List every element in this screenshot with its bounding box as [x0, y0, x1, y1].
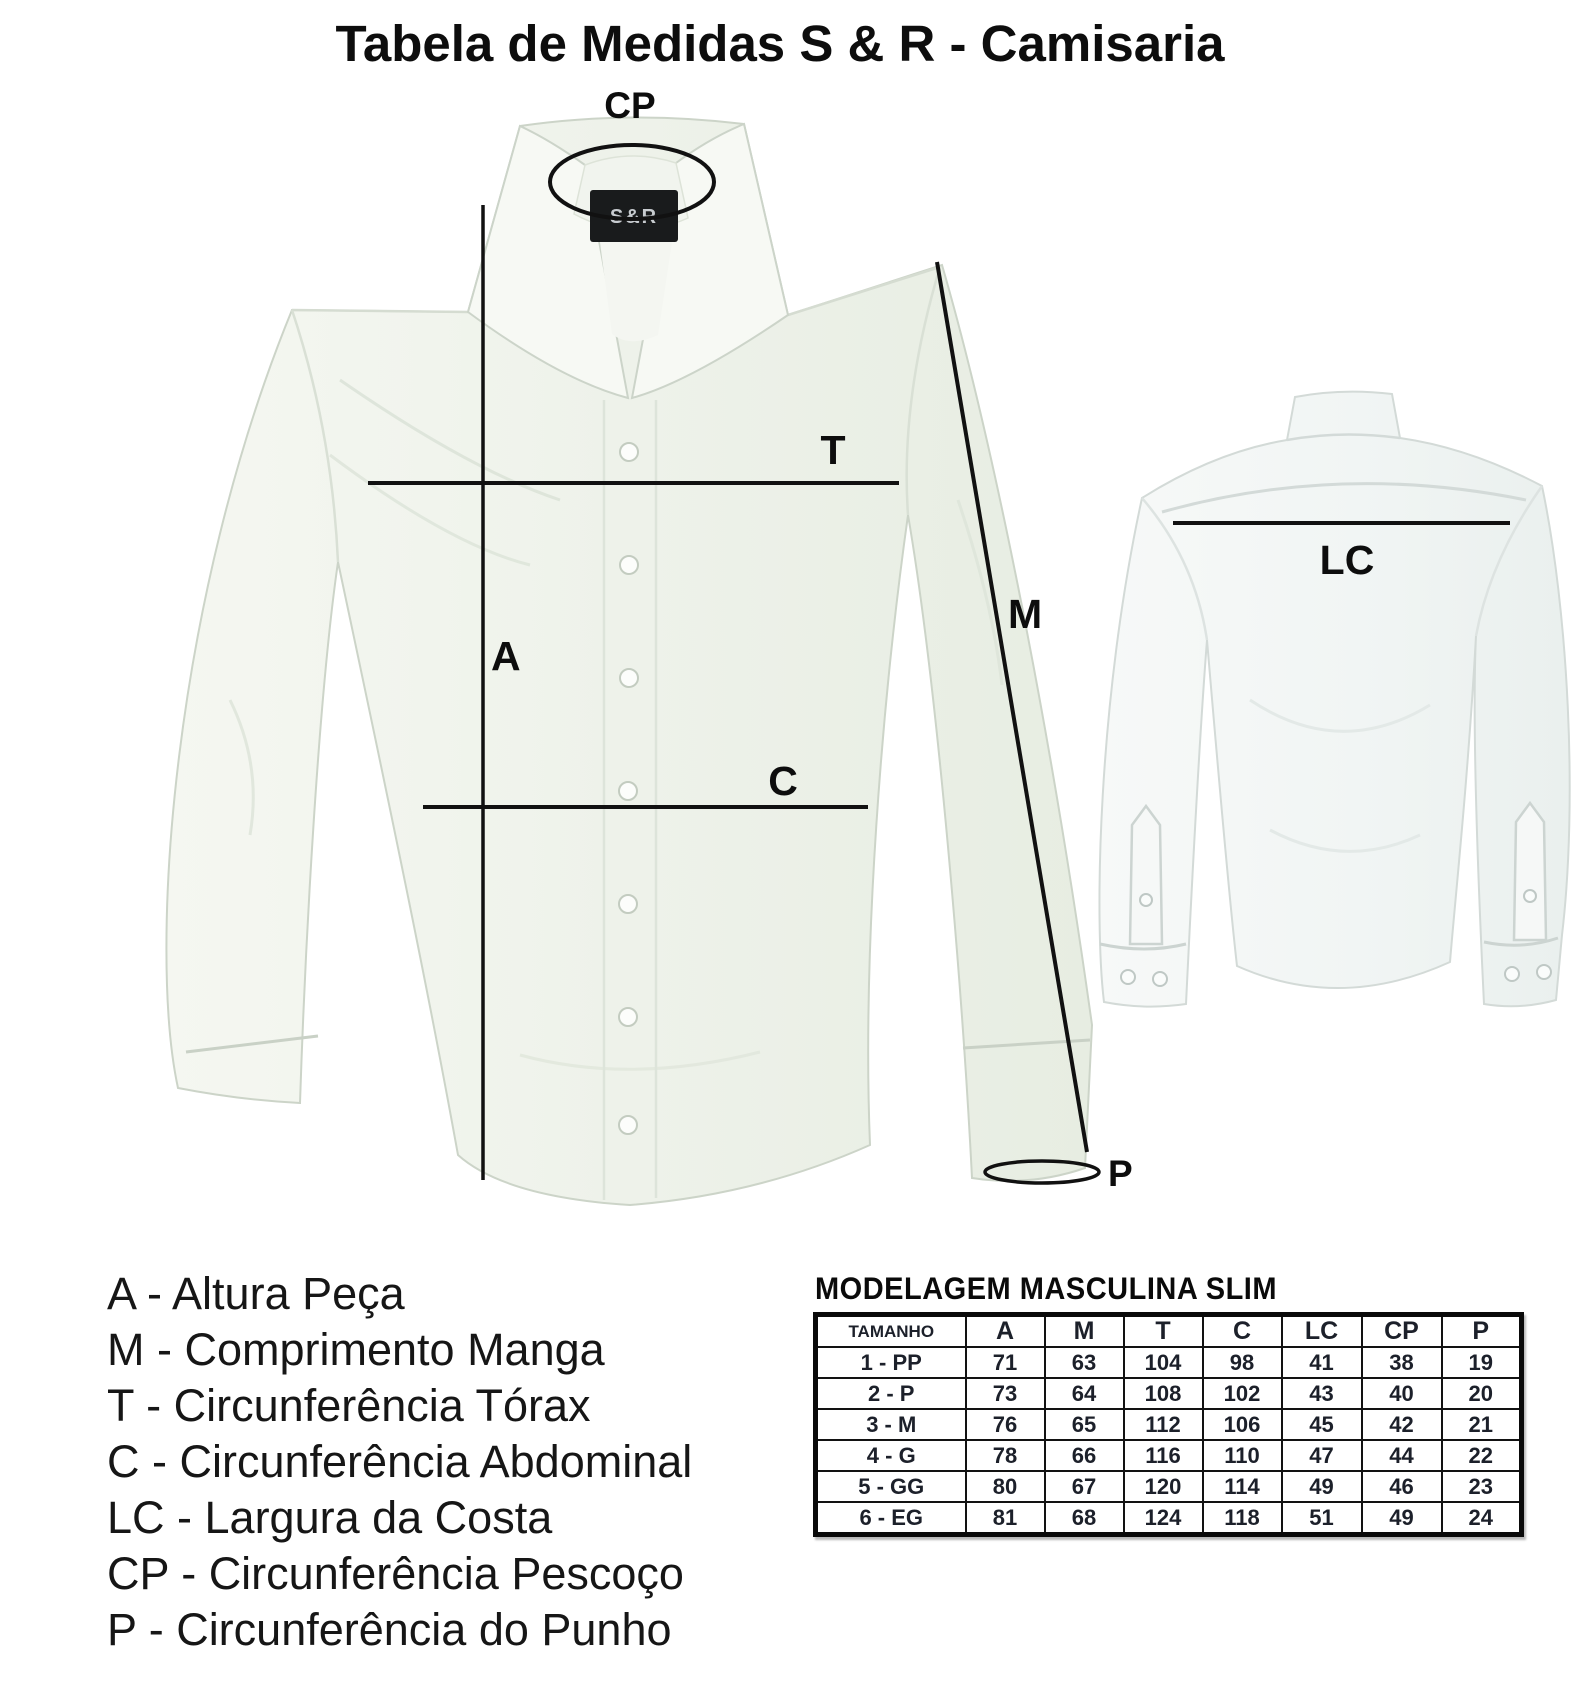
value-cell: 49: [1362, 1502, 1442, 1535]
value-cell: 124: [1124, 1502, 1203, 1535]
value-cell: 76: [966, 1409, 1045, 1440]
col-header-cp: CP: [1362, 1315, 1442, 1348]
value-cell: 120: [1124, 1471, 1203, 1502]
t-label: T: [820, 427, 846, 473]
c-label: C: [768, 758, 798, 804]
col-header-c: C: [1203, 1315, 1282, 1348]
value-cell: 65: [1045, 1409, 1124, 1440]
col-header-a: A: [966, 1315, 1045, 1348]
value-cell: 81: [966, 1502, 1045, 1535]
value-cell: 44: [1362, 1440, 1442, 1471]
value-cell: 38: [1362, 1347, 1442, 1378]
value-cell: 46: [1362, 1471, 1442, 1502]
measurement-legend: [107, 1266, 747, 1658]
value-cell: 118: [1203, 1502, 1282, 1535]
value-cell: 104: [1124, 1347, 1203, 1378]
page-title: Tabela de Medidas S & R - Camisaria: [335, 15, 1225, 72]
size-table-header-row: [816, 1315, 1522, 1348]
size-table-title: MODELAGEM MASCULINA SLIM: [815, 1272, 1278, 1307]
m-label: M: [1008, 591, 1043, 637]
legend-item-m: M - Comprimento Manga: [107, 1324, 605, 1375]
value-cell: 24: [1442, 1502, 1522, 1535]
legend-item-lc: LC - Largura da Costa: [107, 1492, 553, 1543]
col-header-t: T: [1124, 1315, 1203, 1348]
table-row: [816, 1378, 1522, 1409]
value-cell: 67: [1045, 1471, 1124, 1502]
table-row: [816, 1440, 1522, 1471]
value-cell: 21: [1442, 1409, 1522, 1440]
size-cell: 3 - M: [816, 1409, 966, 1440]
value-cell: 45: [1282, 1409, 1362, 1440]
lc-label: LC: [1319, 537, 1375, 583]
table-row: [816, 1409, 1522, 1440]
value-cell: 98: [1203, 1347, 1282, 1378]
size-table-section: [813, 1272, 1523, 1537]
value-cell: 42: [1362, 1409, 1442, 1440]
legend-item-t: T - Circunferência Tórax: [107, 1380, 591, 1431]
value-cell: 80: [966, 1471, 1045, 1502]
value-cell: 73: [966, 1378, 1045, 1409]
value-cell: 114: [1203, 1471, 1282, 1502]
value-cell: 20: [1442, 1378, 1522, 1409]
size-cell: 4 - G: [816, 1440, 966, 1471]
value-cell: 68: [1045, 1502, 1124, 1535]
cp-label: CP: [604, 85, 656, 126]
a-label: A: [491, 633, 521, 679]
size-cell: 1 - PP: [816, 1347, 966, 1378]
value-cell: 106: [1203, 1409, 1282, 1440]
value-cell: 22: [1442, 1440, 1522, 1471]
col-header-lc: LC: [1282, 1315, 1362, 1348]
size-cell: 6 - EG: [816, 1502, 966, 1535]
value-cell: 43: [1282, 1378, 1362, 1409]
table-row: [816, 1347, 1522, 1378]
legend-item-c: C - Circunferência Abdominal: [107, 1436, 693, 1487]
value-cell: 64: [1045, 1378, 1124, 1409]
table-row: [816, 1502, 1522, 1535]
value-cell: 110: [1203, 1440, 1282, 1471]
value-cell: 71: [966, 1347, 1045, 1378]
col-header-tamanho: TAMANHO: [816, 1315, 966, 1348]
value-cell: 40: [1362, 1378, 1442, 1409]
table-row: [816, 1471, 1522, 1502]
collar-tag-text: S&R: [609, 206, 659, 228]
value-cell: 47: [1282, 1440, 1362, 1471]
value-cell: 112: [1124, 1409, 1203, 1440]
front-shirt-photo: [166, 117, 1092, 1205]
back-shirt-photo: [1099, 392, 1569, 1007]
legend-item-a: A - Altura Peça: [107, 1268, 405, 1319]
value-cell: 19: [1442, 1347, 1522, 1378]
legend-item-p: P - Circunferência do Punho: [107, 1604, 672, 1655]
value-cell: 108: [1124, 1378, 1203, 1409]
p-label: P: [1108, 1153, 1133, 1194]
value-cell: 41: [1282, 1347, 1362, 1378]
value-cell: 51: [1282, 1502, 1362, 1535]
value-cell: 102: [1203, 1378, 1282, 1409]
size-table: [813, 1312, 1524, 1537]
value-cell: 23: [1442, 1471, 1522, 1502]
value-cell: 63: [1045, 1347, 1124, 1378]
value-cell: 78: [966, 1440, 1045, 1471]
size-cell: 5 - GG: [816, 1471, 966, 1502]
value-cell: 66: [1045, 1440, 1124, 1471]
size-cell: 2 - P: [816, 1378, 966, 1409]
col-header-m: M: [1045, 1315, 1124, 1348]
value-cell: 49: [1282, 1471, 1362, 1502]
legend-item-cp: CP - Circunferência Pescoço: [107, 1548, 684, 1599]
value-cell: 116: [1124, 1440, 1203, 1471]
col-header-p: P: [1442, 1315, 1522, 1348]
